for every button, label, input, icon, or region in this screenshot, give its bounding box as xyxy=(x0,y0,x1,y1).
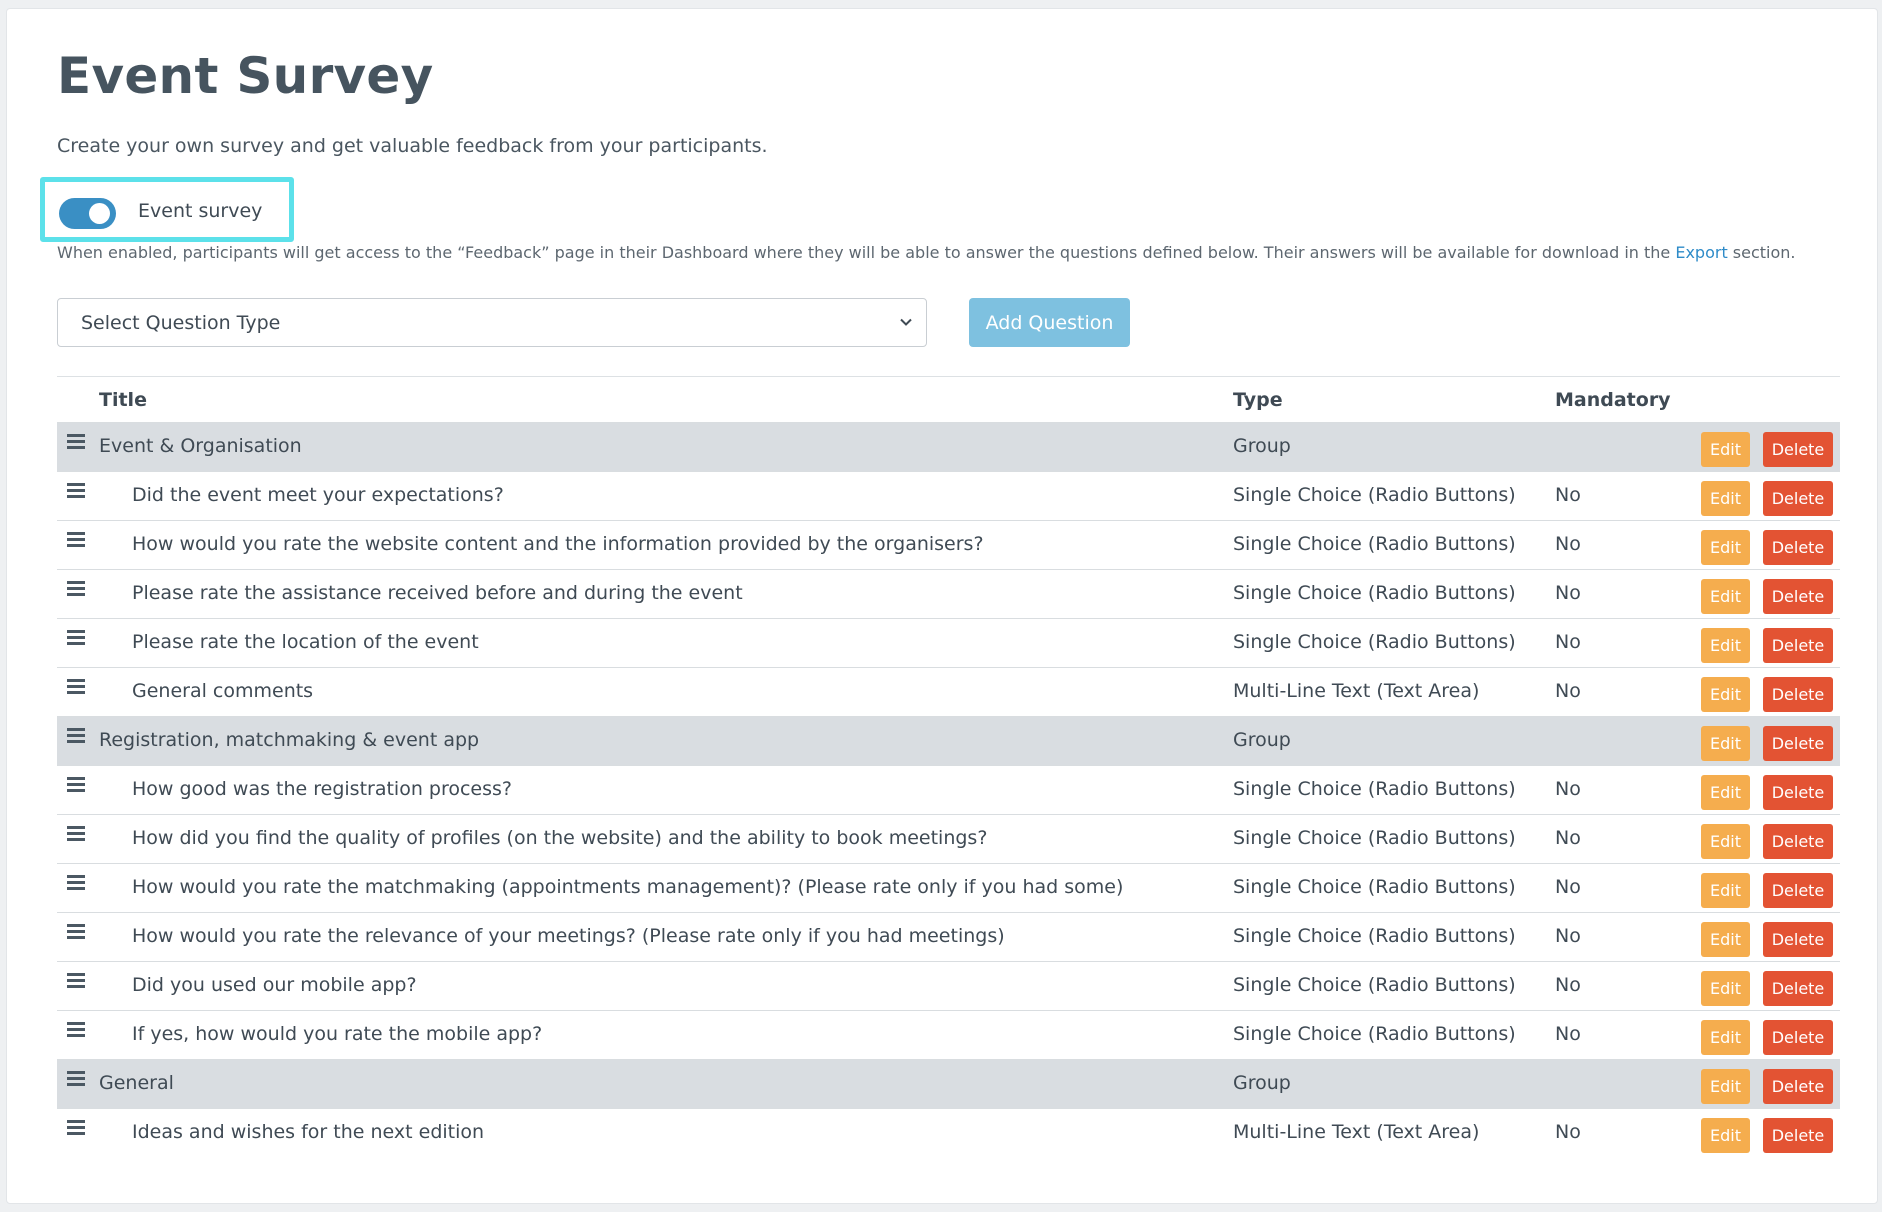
table-row xyxy=(57,667,1840,716)
edit-button[interactable]: Edit xyxy=(1701,628,1750,663)
drag-handle-icon[interactable] xyxy=(67,728,85,744)
row-mandatory: No xyxy=(1555,1023,1581,1045)
row-title: Registration, matchmaking & event app xyxy=(99,729,480,751)
page-subtitle: Create your own survey and get valuable feedback from your participants. xyxy=(57,135,768,157)
table-header xyxy=(57,377,1840,422)
row-mandatory: No xyxy=(1555,680,1581,702)
add-question-button[interactable]: Add Question xyxy=(969,298,1130,347)
delete-button[interactable]: Delete xyxy=(1763,530,1833,565)
drag-handle-icon[interactable] xyxy=(67,581,85,597)
table-row xyxy=(57,765,1840,814)
row-title: General comments xyxy=(132,680,314,702)
row-title: How did you find the quality of profiles (on the website) and the ability to book meetings? xyxy=(132,827,988,849)
table-row xyxy=(57,569,1840,618)
drag-handle-icon[interactable] xyxy=(67,875,85,891)
row-type: Multi-Line Text (Text Area) xyxy=(1233,1121,1480,1143)
edit-button[interactable]: Edit xyxy=(1701,873,1750,908)
edit-button[interactable]: Edit xyxy=(1701,432,1750,467)
drag-handle-icon[interactable] xyxy=(67,1071,85,1087)
table-row xyxy=(57,863,1840,912)
row-title: Event & Organisation xyxy=(99,435,302,457)
delete-button[interactable]: Delete xyxy=(1763,726,1833,761)
drag-handle-icon[interactable] xyxy=(67,679,85,695)
table-row xyxy=(57,520,1840,569)
row-type: Single Choice (Radio Buttons) xyxy=(1233,974,1516,996)
row-title: General xyxy=(99,1072,174,1094)
help-text-before: When enabled, participants will get access to the “Feedback” page in their Dashboard where they will be able to answer the questions defined below. Their answers will be available for download in the xyxy=(57,243,1676,262)
group-row xyxy=(57,1059,1840,1108)
delete-button[interactable]: Delete xyxy=(1763,775,1833,810)
row-title: Did the event meet your expectations? xyxy=(132,484,504,506)
edit-button[interactable]: Edit xyxy=(1701,971,1750,1006)
row-type: Single Choice (Radio Buttons) xyxy=(1233,631,1516,653)
help-text-after: section. xyxy=(1727,243,1796,262)
edit-button[interactable]: Edit xyxy=(1701,824,1750,859)
edit-button[interactable]: Edit xyxy=(1701,579,1750,614)
delete-button[interactable]: Delete xyxy=(1763,677,1833,712)
column-header-mandatory: Mandatory xyxy=(1555,389,1671,411)
page-title: Event Survey xyxy=(57,47,434,105)
survey-card xyxy=(6,8,1878,1204)
delete-button[interactable]: Delete xyxy=(1763,1069,1833,1104)
edit-button[interactable]: Edit xyxy=(1701,922,1750,957)
drag-handle-icon[interactable] xyxy=(67,777,85,793)
row-type: Single Choice (Radio Buttons) xyxy=(1233,827,1516,849)
row-type: Single Choice (Radio Buttons) xyxy=(1233,876,1516,898)
row-type: Single Choice (Radio Buttons) xyxy=(1233,533,1516,555)
delete-button[interactable]: Delete xyxy=(1763,579,1833,614)
delete-button[interactable]: Delete xyxy=(1763,628,1833,663)
delete-button[interactable]: Delete xyxy=(1763,873,1833,908)
drag-handle-icon[interactable] xyxy=(67,924,85,940)
edit-button[interactable]: Edit xyxy=(1701,481,1750,516)
delete-button[interactable]: Delete xyxy=(1763,922,1833,957)
event-survey-toggle-label: Event survey xyxy=(138,200,263,222)
drag-handle-icon[interactable] xyxy=(67,532,85,548)
drag-handle-icon[interactable] xyxy=(67,630,85,646)
row-title: Please rate the location of the event xyxy=(132,631,479,653)
row-mandatory: No xyxy=(1555,484,1581,506)
table-row xyxy=(57,1108,1840,1157)
drag-handle-icon[interactable] xyxy=(67,434,85,450)
event-survey-toggle-highlight xyxy=(40,177,294,242)
row-type: Group xyxy=(1233,1072,1291,1094)
row-type: Single Choice (Radio Buttons) xyxy=(1233,582,1516,604)
toggle-help-text xyxy=(57,243,1796,262)
row-title: If yes, how would you rate the mobile app? xyxy=(132,1023,543,1045)
questions-table xyxy=(57,376,1840,1157)
question-type-select[interactable] xyxy=(57,298,927,347)
delete-button[interactable]: Delete xyxy=(1763,481,1833,516)
delete-button[interactable]: Delete xyxy=(1763,824,1833,859)
row-type: Single Choice (Radio Buttons) xyxy=(1233,484,1516,506)
edit-button[interactable]: Edit xyxy=(1701,677,1750,712)
row-title: Did you used our mobile app? xyxy=(132,974,417,996)
table-row xyxy=(57,961,1840,1010)
column-header-type: Type xyxy=(1233,389,1283,411)
row-mandatory: No xyxy=(1555,925,1581,947)
row-mandatory: No xyxy=(1555,582,1581,604)
row-mandatory: No xyxy=(1555,974,1581,996)
row-type: Multi-Line Text (Text Area) xyxy=(1233,680,1480,702)
drag-handle-icon[interactable] xyxy=(67,1120,85,1136)
row-type: Group xyxy=(1233,729,1291,751)
edit-button[interactable]: Edit xyxy=(1701,726,1750,761)
drag-handle-icon[interactable] xyxy=(67,1022,85,1038)
delete-button[interactable]: Delete xyxy=(1763,432,1833,467)
toggle-knob xyxy=(89,203,110,224)
row-title: How would you rate the matchmaking (appointments management)? (Please rate only if you had some) xyxy=(132,876,1124,898)
delete-button[interactable]: Delete xyxy=(1763,971,1833,1006)
edit-button[interactable]: Edit xyxy=(1701,775,1750,810)
group-row xyxy=(57,422,1840,471)
delete-button[interactable]: Delete xyxy=(1763,1118,1833,1153)
row-type: Single Choice (Radio Buttons) xyxy=(1233,925,1516,947)
table-row xyxy=(57,471,1840,520)
row-mandatory: No xyxy=(1555,778,1581,800)
row-type: Single Choice (Radio Buttons) xyxy=(1233,778,1516,800)
row-title: How would you rate the relevance of your meetings? (Please rate only if you had meetings) xyxy=(132,925,1005,947)
table-row xyxy=(57,1010,1840,1059)
question-type-select-value: Select Question Type xyxy=(81,312,281,334)
table-row xyxy=(57,814,1840,863)
drag-handle-icon[interactable] xyxy=(67,483,85,499)
row-title: Ideas and wishes for the next edition xyxy=(132,1121,485,1143)
table-row xyxy=(57,912,1840,961)
event-survey-toggle[interactable] xyxy=(59,198,116,229)
row-title: Please rate the assistance received before and during the event xyxy=(132,582,743,604)
export-link[interactable]: Export xyxy=(1675,243,1728,262)
row-title: How would you rate the website content and the information provided by the organisers? xyxy=(132,533,984,555)
row-mandatory: No xyxy=(1555,631,1581,653)
delete-button[interactable]: Delete xyxy=(1763,1020,1833,1055)
edit-button[interactable]: Edit xyxy=(1701,1118,1750,1153)
column-header-title: Title xyxy=(99,389,147,411)
table-row xyxy=(57,618,1840,667)
row-title: How good was the registration process? xyxy=(132,778,512,800)
row-type: Group xyxy=(1233,435,1291,457)
edit-button[interactable]: Edit xyxy=(1701,1069,1750,1104)
group-row xyxy=(57,716,1840,765)
row-mandatory: No xyxy=(1555,827,1581,849)
edit-button[interactable]: Edit xyxy=(1701,1020,1750,1055)
row-type: Single Choice (Radio Buttons) xyxy=(1233,1023,1516,1045)
edit-button[interactable]: Edit xyxy=(1701,530,1750,565)
row-mandatory: No xyxy=(1555,533,1581,555)
drag-handle-icon[interactable] xyxy=(67,973,85,989)
row-mandatory: No xyxy=(1555,876,1581,898)
drag-handle-icon[interactable] xyxy=(67,826,85,842)
table-body xyxy=(57,422,1840,1157)
row-mandatory: No xyxy=(1555,1121,1581,1143)
chevron-down-icon xyxy=(900,316,912,328)
